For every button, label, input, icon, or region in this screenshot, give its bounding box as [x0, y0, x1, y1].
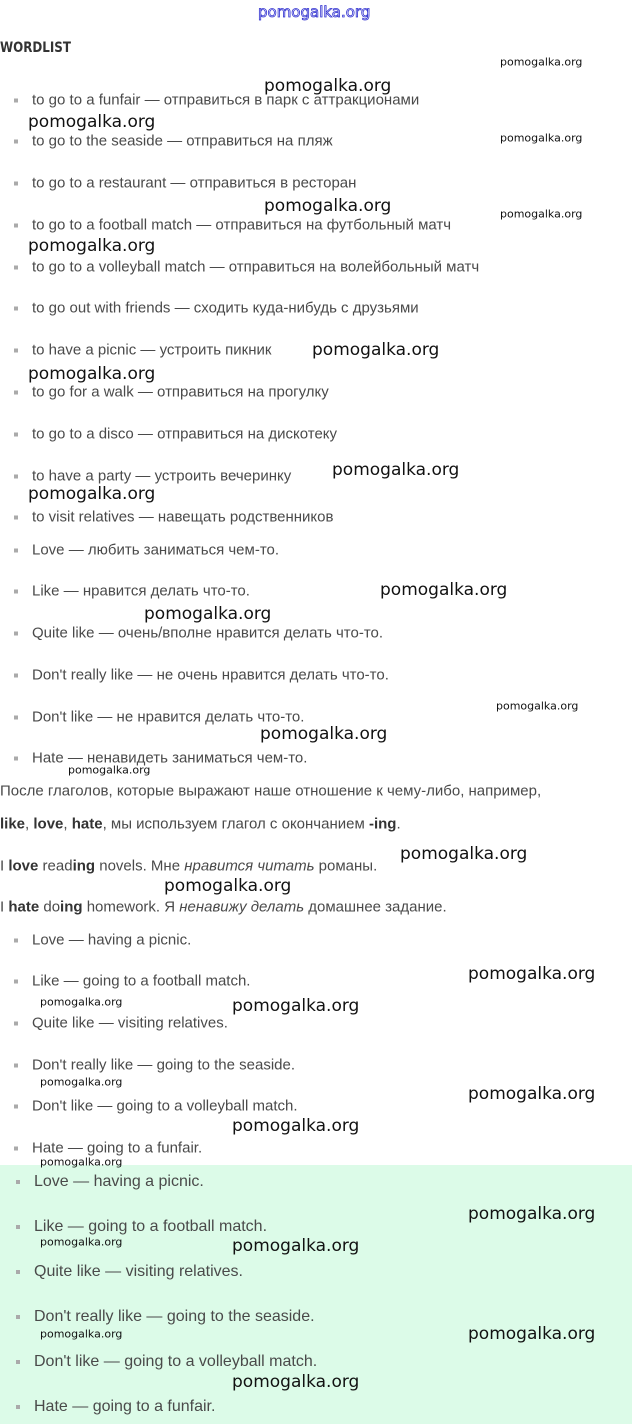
bullet-icon: [16, 1360, 20, 1364]
bullet-icon: [16, 1270, 20, 1274]
watermark: pomogalka.org: [28, 236, 156, 256]
bullet-icon: [14, 1147, 18, 1151]
watermark: pomogalka.org: [260, 724, 388, 744]
list-item: [14, 667, 389, 684]
bullet-icon: [14, 939, 18, 943]
bullet-icon: [14, 516, 18, 520]
list-item: [14, 217, 451, 234]
watermark: pomogalka.org: [40, 1075, 123, 1089]
watermark: pomogalka.org: [164, 876, 292, 896]
list-item-text: to go to the seaside — отправиться на пляж: [32, 132, 333, 150]
watermark: pomogalka.org: [312, 340, 440, 360]
bullet-icon: [14, 140, 18, 144]
bullet-icon: [14, 475, 18, 479]
list-item-text: Love — having a picnic.: [32, 931, 192, 949]
bullet-icon: [16, 1180, 20, 1184]
watermark: pomogalka.org: [468, 964, 596, 984]
bullet-icon: [14, 349, 18, 353]
watermark: pomogalka.org: [264, 76, 392, 96]
list-item-text: Like — going to a football match.: [32, 972, 251, 990]
list-item: [16, 1173, 204, 1191]
bullet-icon: [14, 1064, 18, 1068]
grammar-text: like, love, hate, мы используем глагол с окончанием -ing.: [0, 815, 401, 833]
list-item-text: Hate — going to a funfair.: [32, 1139, 203, 1157]
bullet-icon: [14, 391, 18, 395]
list-item-text: Quite like — visiting relatives.: [34, 1263, 243, 1280]
bullet-icon: [14, 224, 18, 228]
list-item-text: to go to a funfair — отправиться в парк с аттракционами: [32, 91, 420, 109]
watermark: pomogalka.org: [500, 131, 583, 145]
list-item: [14, 300, 419, 317]
list-item: [14, 542, 279, 559]
bullet-icon: [14, 980, 18, 984]
example-sentence: I hate doing homework. Я ненавижу делать домашнее задание.: [0, 898, 447, 916]
watermark: pomogalka.org: [500, 207, 583, 221]
list-item: [16, 1218, 267, 1236]
example-sentence: I love reading novels. Мне нравится читать романы.: [0, 857, 378, 875]
list-item: [14, 625, 383, 642]
list-item-text: to go to a disco — отправиться на дискотеку: [32, 425, 338, 443]
list-item-text: to go for a walk — отправиться на прогулку: [32, 383, 329, 401]
bullet-icon: [14, 757, 18, 761]
list-item-text: Hate — ненавидеть заниматься чем-то.: [32, 749, 308, 767]
bullet-icon: [14, 716, 18, 720]
watermark: pomogalka.org: [232, 1236, 360, 1256]
page-title: WORDLIST: [0, 40, 71, 56]
list-item-text: Don't really like — going to the seaside.: [32, 1056, 296, 1074]
list-item-text: Like — нравится делать что-то.: [32, 582, 250, 600]
list-item-text: Don't really like — не очень нравится делать что-то.: [32, 666, 389, 684]
watermark: pomogalka.org: [28, 484, 156, 504]
bullet-icon: [14, 307, 18, 311]
list-item: [14, 709, 304, 726]
watermark: pomogalka.org: [232, 1116, 360, 1136]
list-item: [16, 1353, 317, 1371]
watermark: pomogalka.org: [28, 112, 156, 132]
list-item: [14, 426, 337, 443]
bullet-icon: [14, 182, 18, 186]
list-item: [16, 1398, 215, 1416]
bullet-icon: [14, 99, 18, 103]
watermark: pomogalka.org: [232, 1372, 360, 1392]
watermark: pomogalka.org: [400, 844, 528, 864]
list-item: [14, 750, 307, 767]
bullet-icon: [16, 1225, 20, 1229]
watermark: pomogalka.org: [40, 995, 123, 1009]
list-item-text: to go to a restaurant — отправиться в ресторан: [32, 174, 357, 192]
list-item-text: to have a party — устроить вечеринку: [32, 467, 292, 485]
list-item-text: to visit relatives — навещать родственников: [32, 508, 334, 526]
list-item: [14, 1098, 298, 1115]
list-item: [14, 1057, 295, 1074]
list-item-text: Love — любить заниматься чем-то.: [32, 541, 280, 559]
watermark: pomogalka.org: [332, 460, 460, 480]
list-item: [14, 509, 333, 526]
watermark: pomogalka.org: [500, 55, 583, 69]
bullet-icon: [14, 266, 18, 270]
list-item: [14, 973, 250, 990]
list-item-text: Hate — going to a funfair.: [34, 1398, 216, 1415]
list-item-text: Don't like — не нравится делать что-то.: [32, 708, 305, 726]
list-item-text: to go to a football match — отправиться на футбольный матч: [32, 216, 452, 234]
list-item-text: Quite like — очень/вполне нравится делать что-то.: [32, 624, 384, 642]
list-item: [14, 259, 479, 276]
list-item: [14, 384, 329, 401]
bullet-icon: [14, 433, 18, 437]
list-item: [14, 932, 191, 949]
watermark: pomogalka.org: [380, 580, 508, 600]
grammar-text: После глаголов, которые выражают наше отношение к чему-либо, например,: [0, 782, 542, 800]
watermark: pomogalka.org: [468, 1324, 596, 1344]
list-item: [16, 1308, 315, 1326]
bullet-icon: [16, 1315, 20, 1319]
watermark: pomogalka.org: [28, 364, 156, 384]
watermark: pomogalka.org: [68, 763, 151, 777]
list-item-text: Love — having a picnic.: [34, 1173, 204, 1190]
list-item-text: to go out with friends — сходить куда-нибудь с друзьями: [32, 299, 419, 317]
bullet-icon: [14, 1022, 18, 1026]
bullet-icon: [14, 590, 18, 594]
list-item-text: to go to a volleyball match — отправиться на волейбольный матч: [32, 258, 480, 276]
watermark: pomogalka.org: [264, 196, 392, 216]
list-item-text: Don't really like — going to the seaside.: [34, 1308, 315, 1325]
list-item-text: Don't like — going to a volleyball match.: [34, 1353, 318, 1370]
list-item: [14, 468, 291, 485]
list-item: [14, 342, 271, 359]
watermark: pomogalka.org: [40, 1327, 123, 1341]
list-item: [14, 133, 333, 150]
watermark: pomogalka.org: [232, 996, 360, 1016]
list-item-text: to have a picnic — устроить пикник: [32, 341, 272, 359]
watermark: pomogalka.org: [468, 1084, 596, 1104]
list-item: [14, 175, 356, 192]
watermark: pomogalka.org: [40, 1235, 123, 1249]
bullet-icon: [14, 549, 18, 553]
list-item: [14, 583, 250, 600]
watermark: pomogalka.org: [468, 1204, 596, 1224]
watermark: pomogalka.org: [496, 699, 579, 713]
bullet-icon: [14, 1105, 18, 1109]
bullet-icon: [14, 632, 18, 636]
list-item-text: Like — going to a football match.: [34, 1218, 268, 1235]
list-item: [14, 1015, 228, 1032]
bullet-icon: [14, 674, 18, 678]
list-item: [14, 1140, 202, 1157]
watermark-logo: pomogalka.org: [258, 3, 371, 21]
list-item-text: Don't like — going to a volleyball match.: [32, 1097, 298, 1115]
list-item-text: Quite like — visiting relatives.: [32, 1014, 228, 1032]
list-item: [16, 1263, 243, 1281]
watermark: pomogalka.org: [40, 1155, 123, 1169]
watermark: pomogalka.org: [144, 604, 272, 624]
bullet-icon: [16, 1405, 20, 1409]
